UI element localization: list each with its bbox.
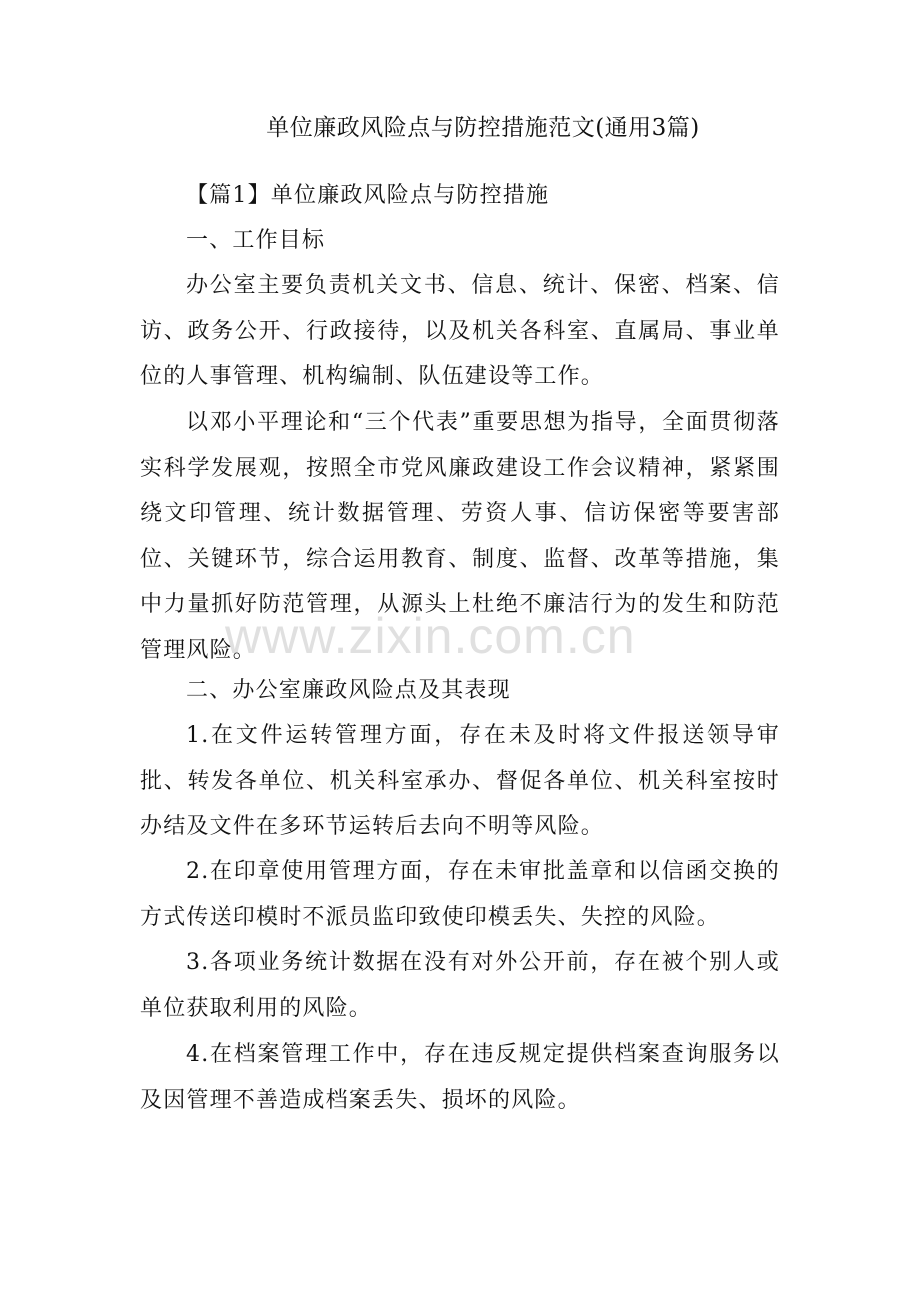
document-title: 单位廉政风险点与防控措施范文(通用3篇) [266,115,700,141]
heading-risk-points: 二、办公室廉政风险点及其表现 [186,678,511,703]
paragraph-guiding-principle: 以邓小平理论和“三个代表”重要思想为指导，全面贯彻落实科学发展观，按照全市党风廉政建设工作会议精神，紧紧围绕文印管理、统计数据管理、劳资人事、信访保密等要害部位、关键环节，综合运用教育、制度、监督、改革等措施，集中力量抓好防范管理，从源头上杜绝不廉洁行为的发生和防范管理风险。 [140,410,780,663]
heading-work-goal: 一、工作目标 [186,228,326,253]
list-item-seal-management: 2.在印章使用管理方面，存在未审批盖章和以信函交换的方式传送印模时不派员监印致使印模丢失、失控的风险。 [140,859,780,930]
list-item-statistics-data: 3.各项业务统计数据在没有对外公开前，存在被个别人或单位获取利用的风险。 [140,950,780,1021]
list-item-document-management: 1.在文件运转管理方面，存在未及时将文件报送领导审批、转发各单位、机关科室承办、督促各单位、机关科室按时办结及文件在多环节运转后去向不明等风险。 [140,723,780,839]
list-item-archive-management: 4.在档案管理工作中，存在违反规定提供档案查询服务以及因管理不善造成档案丢失、损坏的风险。 [140,1042,780,1113]
paragraph-office-duties: 办公室主要负责机关文书、信息、统计、保密、档案、信访、政务公开、行政接待，以及机关各科室、直属局、事业单位的人事管理、机构编制、队伍建设等工作。 [140,273,780,389]
section-heading: 【篇1】单位廉政风险点与防控措施 [186,183,550,208]
watermark-text: www.zixin.com.cn [225,608,636,664]
